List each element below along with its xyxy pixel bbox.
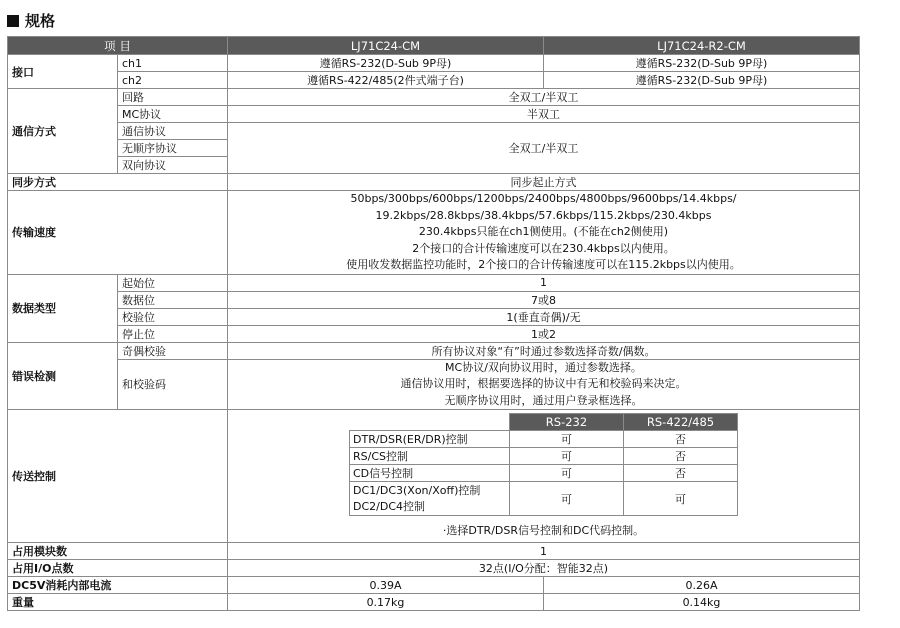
- current-model1: 0.39A: [228, 577, 544, 594]
- header-row: [8, 37, 860, 55]
- square-bullet-icon: [7, 15, 19, 27]
- table-row: [8, 594, 860, 611]
- transfer-label: 传送控制: [8, 410, 228, 543]
- interface-label: 接口: [8, 55, 118, 89]
- transfer-row-name: DTR/DSR(ER/DR)控制: [350, 431, 510, 448]
- error-label: 错误检测: [8, 342, 118, 410]
- transfer-row-b: 否: [624, 431, 738, 448]
- weight-label: 重量: [8, 594, 228, 611]
- ch2-label: ch2: [118, 72, 228, 89]
- sync-value: 同步起止方式: [228, 174, 860, 191]
- comm-line-value: 全双工/半双工: [228, 89, 860, 106]
- table-row: [8, 89, 860, 106]
- table-row: [8, 410, 860, 543]
- transfer-row-name: [350, 482, 510, 516]
- checksum-value: [228, 359, 860, 410]
- parity-bit-label: 校验位: [118, 308, 228, 325]
- current-label: DC5V消耗内部电流: [8, 577, 228, 594]
- transfer-row-a: 可: [510, 482, 624, 516]
- current-model2: 0.26A: [544, 577, 860, 594]
- transfer-row: [350, 465, 738, 482]
- data-bit-value: 7或8: [228, 291, 860, 308]
- stop-bit-label: 停止位: [118, 325, 228, 342]
- comm-bidir-label: 双向协议: [118, 157, 228, 174]
- modules-value: 1: [228, 543, 860, 560]
- transfer-row: [350, 448, 738, 465]
- checksum-line: 通信协议用时，根据要选择的协议中有无和校验码来决定。: [400, 377, 687, 390]
- table-row: [8, 55, 860, 72]
- table-row: [8, 72, 860, 89]
- checksum-label: 和校验码: [118, 359, 228, 410]
- table-row: [8, 342, 860, 359]
- speed-line: 230.4kbps只能在ch1侧使用。(不能在ch2侧使用): [418, 225, 669, 238]
- weight-model1: 0.17kg: [228, 594, 544, 611]
- modules-label: 占用模块数: [8, 543, 228, 560]
- transfer-col-rs232: RS-232: [510, 414, 624, 431]
- transfer-header-row: [350, 414, 738, 431]
- table-row: [8, 123, 860, 140]
- comm-line-label: 回路: [118, 89, 228, 106]
- comm-nonseq-value: 全双工/半双工: [228, 123, 860, 174]
- ch1-label: ch1: [118, 55, 228, 72]
- transfer-row-name-line1: DC1/DC3(Xon/Xoff)控制: [353, 483, 481, 497]
- table-row: [8, 106, 860, 123]
- table-row: [8, 359, 860, 410]
- table-row: [8, 560, 860, 577]
- section-title: [7, 10, 55, 31]
- header-model1: LJ71C24-CM: [228, 37, 544, 55]
- transfer-row-a: 可: [510, 465, 624, 482]
- io-value: 32点(I/O分配：智能32点): [228, 560, 860, 577]
- ch2-model2: 遵循RS-232(D-Sub 9P母): [544, 72, 860, 89]
- transfer-row-b: 否: [624, 448, 738, 465]
- data-bit-label: 数据位: [118, 291, 228, 308]
- transfer-row-a: 可: [510, 431, 624, 448]
- table-row: [8, 291, 860, 308]
- transfer-row-name: RS/CS控制: [350, 448, 510, 465]
- stop-bit-value: 1或2: [228, 325, 860, 342]
- speed-line: 2个接口的合计传输速度可以在230.4kbps以内使用。: [412, 241, 675, 255]
- transfer-corner: [350, 414, 510, 431]
- ch1-model1: 遵循RS-232(D-Sub 9P母): [228, 55, 544, 72]
- start-bit-value: 1: [228, 274, 860, 291]
- speed-line: 50bps/300bps/600bps/1200bps/2400bps/4800bps/9600bps/14.4kbps/: [350, 192, 737, 205]
- transfer-value: [228, 410, 860, 543]
- comm-mc-label: MC协议: [118, 106, 228, 123]
- parity-check-label: 奇偶校验: [118, 342, 228, 359]
- speed-value: [228, 191, 860, 275]
- table-row: [8, 325, 860, 342]
- transfer-table: [349, 413, 738, 516]
- comm-nonseq-label: 无顺序协议: [118, 140, 228, 157]
- transfer-row: [350, 431, 738, 448]
- checksum-line: 无顺序协议用时，通过用户登录框选择。: [444, 393, 643, 407]
- io-label: 占用I/O点数: [8, 560, 228, 577]
- transfer-row: [350, 482, 738, 516]
- transfer-row-name-line2: DC2/DC4控制: [353, 499, 426, 513]
- transfer-row-name: CD信号控制: [350, 465, 510, 482]
- transfer-col-rs422: RS-422/485: [624, 414, 738, 431]
- section-title-text: 规格: [25, 12, 56, 30]
- speed-line: 19.2kbps/28.8kbps/38.4kbps/57.6kbps/115.2kbps/230.4kbps: [375, 208, 712, 222]
- transfer-row-b: 否: [624, 465, 738, 482]
- speed-line: 使用收发数据监控功能时，2个接口的合计传输速度可以在115.2kbps以内使用。: [346, 258, 741, 271]
- table-row: [8, 577, 860, 594]
- header-item: 项 目: [8, 37, 228, 55]
- datatype-label: 数据类型: [8, 274, 118, 342]
- spec-table: [7, 36, 860, 611]
- ch2-model1: 遵循RS-422/485(2件式端子台): [228, 72, 544, 89]
- speed-label: 传输速度: [8, 191, 228, 275]
- transfer-note: ·选择DTR/DSR信号控制和DC代码控制。: [442, 524, 645, 537]
- comm-label: 通信方式: [8, 89, 118, 174]
- table-row: [8, 274, 860, 291]
- transfer-row-a: 可: [510, 448, 624, 465]
- table-row: [8, 174, 860, 191]
- table-row: [8, 308, 860, 325]
- checksum-line: MC协议/双向协议用时，通过参数选择。: [445, 360, 642, 374]
- table-row: [8, 191, 860, 275]
- weight-model2: 0.14kg: [544, 594, 860, 611]
- comm-protocol-label: 通信协议: [118, 123, 228, 140]
- parity-check-value: 所有协议对象“有”时通过参数选择奇数/偶数。: [228, 342, 860, 359]
- start-bit-label: 起始位: [118, 274, 228, 291]
- table-row: [8, 543, 860, 560]
- parity-bit-value: 1(垂直奇偶)/无: [228, 308, 860, 325]
- transfer-row-b: 可: [624, 482, 738, 516]
- sync-label: 同步方式: [8, 174, 228, 191]
- comm-mc-value: 半双工: [228, 106, 860, 123]
- ch1-model2: 遵循RS-232(D-Sub 9P母): [544, 55, 860, 72]
- header-model2: LJ71C24-R2-CM: [544, 37, 860, 55]
